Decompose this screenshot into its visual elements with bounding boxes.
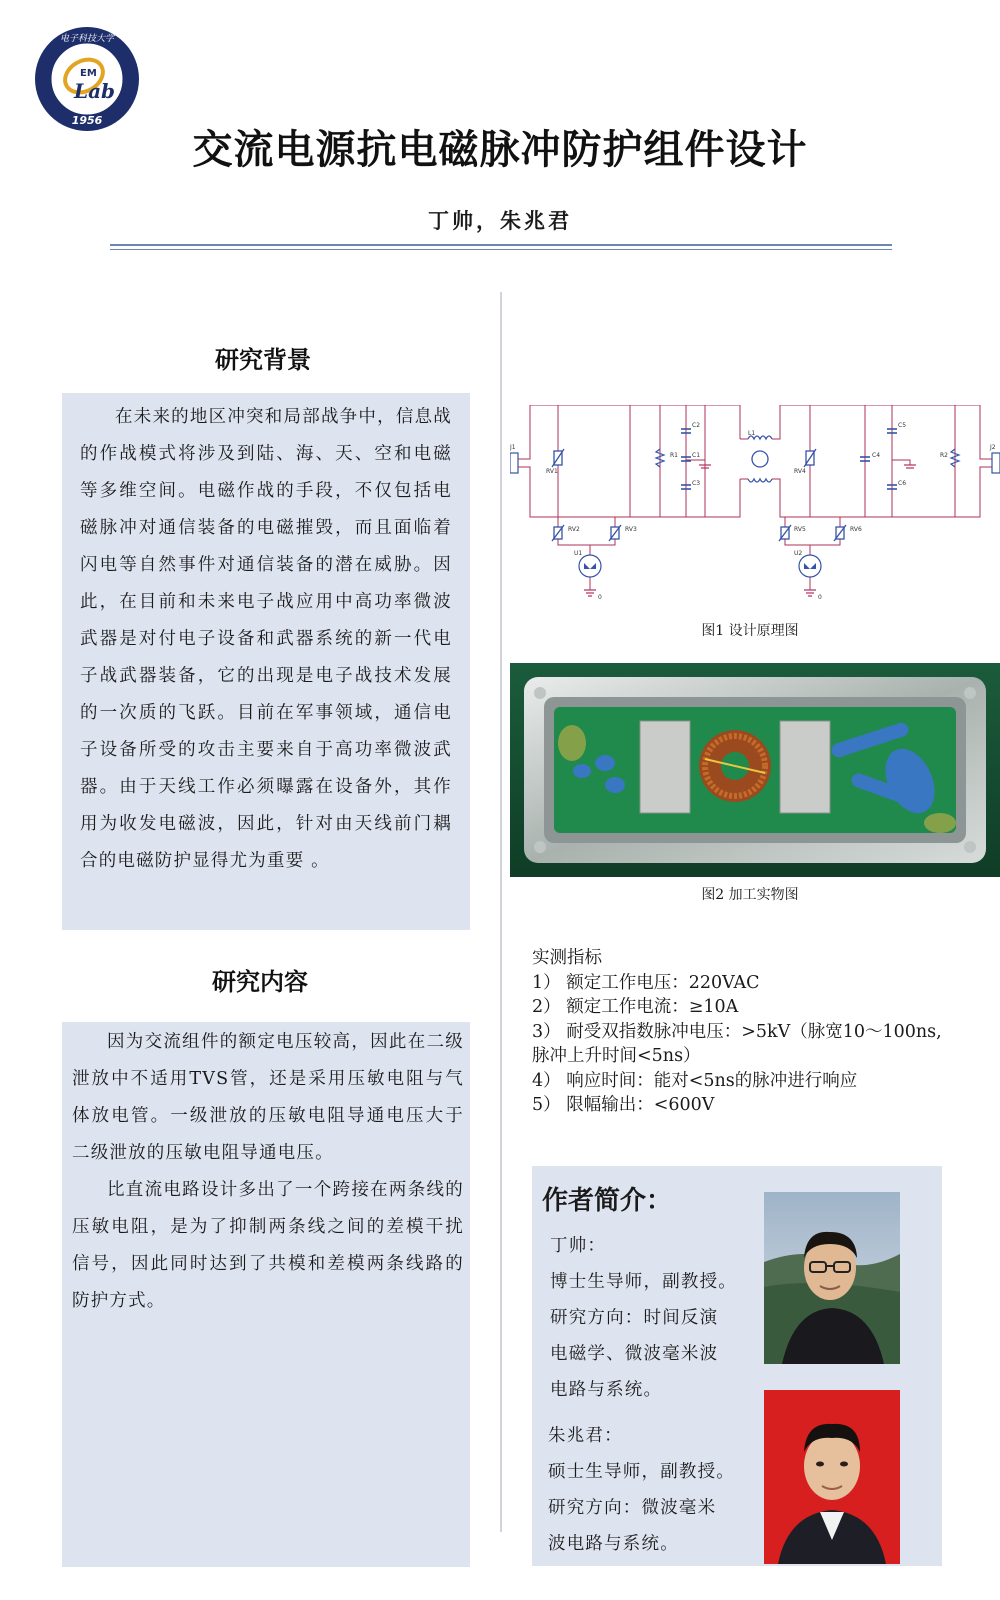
title-rule-thin <box>110 249 892 250</box>
author1-line: 博士生导师，副教授。 <box>550 1272 737 1292</box>
label-r1: R1 <box>670 452 678 459</box>
poster-title: 交流电源抗电磁脉冲防护组件设计 <box>192 127 808 173</box>
spec-item: 3） 耐受双指数脉冲电压：>5kV（脉宽10～100ns, <box>532 1021 942 1042</box>
university-logo <box>34 26 140 132</box>
specs-block <box>532 946 992 1118</box>
label-j2: J2 <box>990 444 996 451</box>
author1-name: 丁帅： <box>550 1236 607 1256</box>
schematic-diagram <box>510 405 1000 617</box>
label-c5: C5 <box>898 422 907 429</box>
content-panel <box>62 1022 470 1567</box>
column-divider <box>500 292 502 1532</box>
label-u1: U1 <box>574 550 583 557</box>
label-c6: C6 <box>898 480 907 487</box>
background-text: 在未来的地区冲突和局部战争中，信息战的作战模式将涉及到陆、海、天、空和电磁等多维空间。电磁作战的手段，不仅包括电磁脉冲对通信装备的电磁摧毁，而且面临着闪电等自然事件对通信装备的潜在威胁。因此，在目前和未来电子战应用中高功率微波武器是对付电子设备和武器系统的新一代电子战武器装备，它的出现是电子战技术发展的一次质的飞跃。目前在军事领域，通信电子设备所受的攻击主要来自于高功率微波武器。由于天线工作必须曝露在设备外，其作用为收发电磁波，因此，针对由天线前门耦合的电磁防护显得尤为重要 。 <box>80 407 452 871</box>
label-rv4: RV4 <box>794 468 806 475</box>
background-panel <box>62 393 470 930</box>
spec-item: 1） 额定工作电压：220VAC <box>532 972 760 993</box>
label-rv3: RV3 <box>625 526 637 533</box>
author2-photo <box>764 1390 900 1564</box>
label-gnd-1: 0 <box>598 594 602 601</box>
label-c4: C4 <box>872 452 881 459</box>
label-c2: C2 <box>692 422 701 429</box>
specs-title: 实测指标 <box>532 948 602 968</box>
content-paragraph-1: 因为交流组件的额定电压较高，因此在二级泄放中不适用TVS管，还是采用压敏电阻与气体放电管。一级泄放的压敏电阻导通电压大于二级泄放的压敏电阻导通电压。 <box>72 1032 464 1163</box>
label-rv2: RV2 <box>568 526 580 533</box>
figure-1-caption: 图1 设计原理图 <box>701 623 799 639</box>
label-c1: C1 <box>692 452 701 459</box>
label-r2: R2 <box>940 452 948 459</box>
logo-text: 电子科技大学 <box>59 34 115 44</box>
logo-year: 1956 <box>71 114 103 127</box>
figure-2-caption: 图2 加工实物图 <box>701 887 799 903</box>
author-intro-title: 作者简介： <box>542 1186 673 1216</box>
label-l1: L1 <box>748 430 756 437</box>
label-gnd-2: 0 <box>818 594 822 601</box>
title-rule-thick <box>110 244 892 246</box>
author1-line: 研究方向：时间反演 <box>550 1308 719 1328</box>
author2-line: 波电路与系统。 <box>548 1534 679 1554</box>
author1-line: 电磁学、微波毫米波 <box>550 1344 719 1364</box>
author2-line: 硕士生导师，副教授。 <box>548 1462 735 1482</box>
background-heading: 研究背景 <box>215 346 311 374</box>
author-panel <box>532 1166 942 1566</box>
label-rv1: RV1 <box>546 468 558 475</box>
author2-name: 朱兆君： <box>548 1426 623 1446</box>
content-heading: 研究内容 <box>212 968 308 996</box>
content-paragraph-2: 比直流电路设计多出了一个跨接在两条线的压敏电阻，是为了抑制两条线之间的差模干扰信号，因此同时达到了共模和差模两条线路的防护方式。 <box>72 1180 464 1311</box>
label-j1: J1 <box>510 444 516 451</box>
label-c3: C3 <box>692 480 701 487</box>
hardware-photo <box>510 663 1000 877</box>
logo-em: EM <box>80 68 97 79</box>
label-rv5: RV5 <box>794 526 806 533</box>
label-rv6: RV6 <box>850 526 862 533</box>
author2-line: 研究方向：微波毫米 <box>548 1498 717 1518</box>
spec-item: 2） 额定工作电流：≥10A <box>532 997 739 1017</box>
author1-line: 电路与系统。 <box>550 1380 663 1400</box>
spec-item: 5） 限幅输出：<600V <box>532 1095 715 1115</box>
logo-lab: Lab <box>74 79 116 103</box>
label-u2: U2 <box>794 550 803 557</box>
author1-photo <box>764 1192 900 1364</box>
poster-authors: 丁帅，朱兆君 <box>428 208 572 233</box>
spec-item: 4） 响应时间：能对<5ns的脉冲进行响应 <box>532 1070 858 1091</box>
spec-item: 脉冲上升时间<5ns） <box>532 1046 701 1066</box>
